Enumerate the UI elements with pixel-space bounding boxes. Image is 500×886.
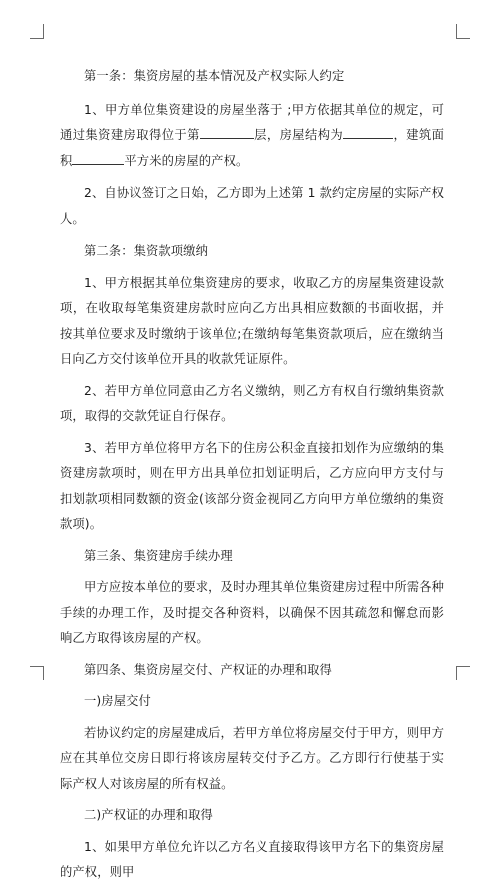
article-4-subheading-2: 二)产权证的办理和取得 [84, 808, 213, 822]
article-1-clause-1: 1、甲方单位集资建设的房屋坐落于 ;甲方依据其单位的规定，可通过集资建房取得位于第 层，房屋结构为 ，建筑面积 平方米的房屋的产权。 [60, 102, 445, 168]
article-3-body: 甲方应按本单位的要求，及时办理其单位集资建房过程中所需各种手续的办理工作，及时提交各种资料，以确保不因其疏忽和懈怠而影响乙方取得该房屋的产权。 [60, 580, 444, 645]
article-3-heading: 第三条、集资建房手续办理 [84, 548, 233, 563]
area-blank [72, 152, 124, 165]
article-4-section-1-body: 若协议约定的房屋建成后，若甲方单位将房屋交付于甲方，则甲方应在其单位交房日即行将该房屋转交付予乙方。乙方即行行使基于实际产权人对该房屋的所有权益。 [60, 725, 444, 791]
article-2-clause-2: 2、若甲方单位同意由乙方名义缴纳，则乙方有权自行缴纳集资款项，取得的交款凭证自行保存。 [60, 383, 444, 423]
article-2-clause-1: 1、甲方根据其单位集资建房的要求，收取乙方的房屋集资建设款项，在收取每笔集资建房款时应向乙方出具相应数额的书面收据，并按其单位要求及时缴纳于该单位;在缴纳每笔集资款项后，应在缴纳当日向乙方交付该单位开具的收款凭证原件。 [60, 275, 444, 366]
article-4-heading: 第四条、集资房屋交付、产权证的办理和取得 [84, 662, 332, 677]
document-body [60, 64, 444, 886]
article-2-clause-3: 3、若甲方单位将甲方名下的住房公积金直接扣划作为应缴纳的集资建房款项时，则在甲方出具单位扣划证明后，乙方应向甲方支付与扣划款项相同数额的资金(该部分资金视同乙方向甲方单位缴纳的集资款项)。 [60, 440, 444, 531]
article-4-subheading-1: 一)房屋交付 [84, 694, 151, 708]
article-2-heading: 第二条：集资款项缴纳 [84, 244, 208, 258]
article-1-clause-2: 2、自协议签订之日始，乙方即为上述第 1 款约定房屋的实际产权人。 [60, 186, 444, 226]
floor-blank [200, 126, 254, 139]
article-4-section-2-clause-1: 1、如果甲方单位允许以乙方名义直接取得该甲方名下的集资房屋的产权，则甲 [60, 839, 444, 879]
structure-blank [343, 126, 393, 139]
article-1-heading: 第一条：集资房屋的基本情况及产权实际人约定 [84, 69, 345, 83]
